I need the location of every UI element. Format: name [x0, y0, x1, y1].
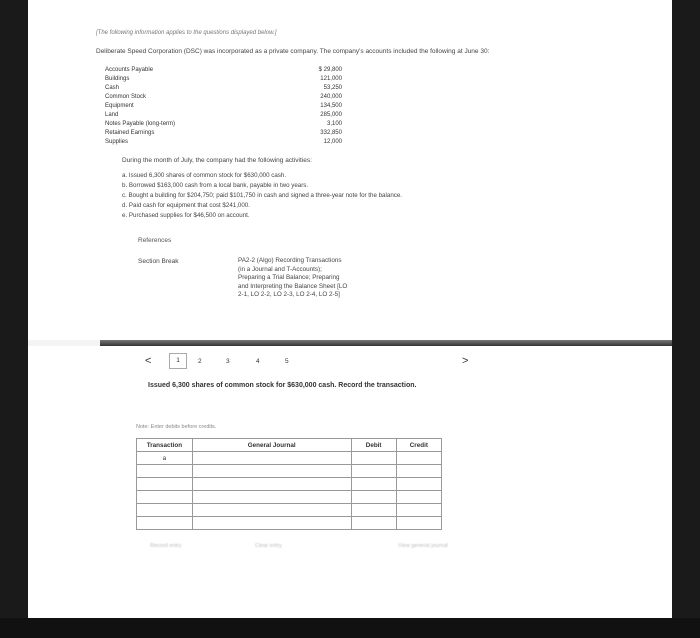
account-name: Supplies	[105, 139, 129, 145]
record-entry-button[interactable]: Record entry	[150, 543, 182, 549]
general-journal-header: General Journal	[192, 439, 351, 452]
journal-row	[137, 517, 442, 530]
page-button-2[interactable]: 2	[198, 358, 202, 365]
credit-input-cell[interactable]	[396, 491, 441, 504]
credit-input-cell[interactable]	[396, 465, 441, 478]
account-value: 121,000	[320, 76, 342, 82]
credit-input-cell[interactable]	[396, 478, 441, 491]
credit-input-cell[interactable]	[396, 517, 441, 530]
page-button-4[interactable]: 4	[256, 358, 260, 365]
view-general-journal-button[interactable]: View general journal	[398, 543, 448, 549]
right-dark-border	[672, 0, 700, 638]
account-value: 12,000	[323, 139, 342, 145]
page-button-3[interactable]: 3	[226, 358, 230, 365]
activity-item: a. Issued 6,300 shares of common stock for $630,000 cash.	[122, 172, 287, 179]
page-button-5[interactable]: 5	[285, 358, 289, 365]
left-dark-border	[0, 0, 28, 638]
activity-item: b. Borrowed $163,000 cash from a local bank, payable in two years.	[122, 182, 309, 189]
account-value: $ 29,800	[318, 67, 342, 73]
journal-header-row	[137, 439, 442, 452]
account-value: 134,500	[320, 103, 342, 109]
bottom-dark-border	[0, 618, 700, 638]
account-value: 240,000	[320, 94, 342, 100]
account-name: Land	[105, 112, 119, 118]
account-select-cell[interactable]	[192, 504, 351, 517]
credit-input-cell[interactable]	[396, 452, 441, 465]
journal-row	[137, 452, 442, 465]
section-break-text: PA2-2 (Algo) Recording Transactions (in a Journal and T-Accounts); Preparing a Trial Balance; Preparing and Interpreting the Balance Sheet [LO 2-1, LO 2-2, LO 2-3, LO 2-4, LO 2-5]	[238, 257, 348, 299]
transaction-cell	[137, 465, 193, 478]
journal-row	[137, 465, 442, 478]
transaction-cell	[137, 491, 193, 504]
activity-item: c. Bought a building for $204,750; paid $101,750 in cash and signed a three-year note for the balance.	[122, 192, 403, 199]
account-name: Notes Payable (long-term)	[105, 121, 176, 127]
transaction-cell	[137, 517, 193, 530]
account-value: 285,000	[320, 112, 342, 118]
account-name: Accounts Payable	[105, 67, 154, 73]
journal-row	[137, 504, 442, 517]
transaction-cell	[137, 504, 193, 517]
credit-input-cell[interactable]	[396, 504, 441, 517]
question-text: Issued 6,300 shares of common stock for $630,000 cash. Record the transaction.	[148, 382, 417, 389]
account-select-cell[interactable]	[192, 491, 351, 504]
debit-input-cell[interactable]	[351, 517, 396, 530]
credit-header: Credit	[396, 439, 441, 452]
company-description: Deliberate Speed Corporation (DSC) was incorporated as a private company. The company's accounts included the following at June 30:	[96, 48, 490, 55]
account-select-cell[interactable]	[192, 478, 351, 491]
account-value: 53,250	[323, 85, 342, 91]
debit-input-cell[interactable]	[351, 504, 396, 517]
account-select-cell[interactable]	[192, 452, 351, 465]
section-break-label: Section Break	[138, 258, 179, 265]
note-text: Note: Enter debits before credits.	[136, 424, 217, 430]
account-name: Cash	[105, 85, 120, 91]
clear-entry-button[interactable]: Clear entry	[255, 543, 282, 549]
transaction-cell	[137, 478, 193, 491]
page-button-1[interactable]: 1	[169, 353, 187, 369]
debit-input-cell[interactable]	[351, 491, 396, 504]
activity-item: d. Paid cash for equipment that cost $241,000.	[122, 202, 250, 209]
prev-page-button[interactable]: <	[145, 355, 152, 367]
account-value: 332,850	[320, 130, 342, 136]
transaction-cell: a	[137, 452, 193, 465]
journal-table	[136, 438, 442, 530]
activities-heading: During the month of July, the company had the following activities:	[122, 157, 312, 164]
journal-row	[137, 491, 442, 504]
account-name: Buildings	[105, 76, 130, 82]
transaction-header: Transaction	[137, 439, 193, 452]
account-value: 3,100	[326, 121, 342, 127]
next-page-button[interactable]: >	[462, 355, 469, 367]
references-link[interactable]: References	[138, 237, 172, 244]
debit-header: Debit	[351, 439, 396, 452]
account-name: Retained Earnings	[105, 130, 155, 136]
account-select-cell[interactable]	[192, 465, 351, 478]
journal-row	[137, 478, 442, 491]
debit-input-cell[interactable]	[351, 478, 396, 491]
account-select-cell[interactable]	[192, 517, 351, 530]
intro-text: [The following information applies to the questions displayed below.]	[96, 30, 277, 36]
debit-input-cell[interactable]	[351, 465, 396, 478]
activity-item: e. Purchased supplies for $46,500 on account.	[122, 212, 250, 219]
account-name: Equipment	[105, 103, 134, 109]
account-name: Common Stock	[105, 94, 147, 100]
debit-input-cell[interactable]	[351, 452, 396, 465]
